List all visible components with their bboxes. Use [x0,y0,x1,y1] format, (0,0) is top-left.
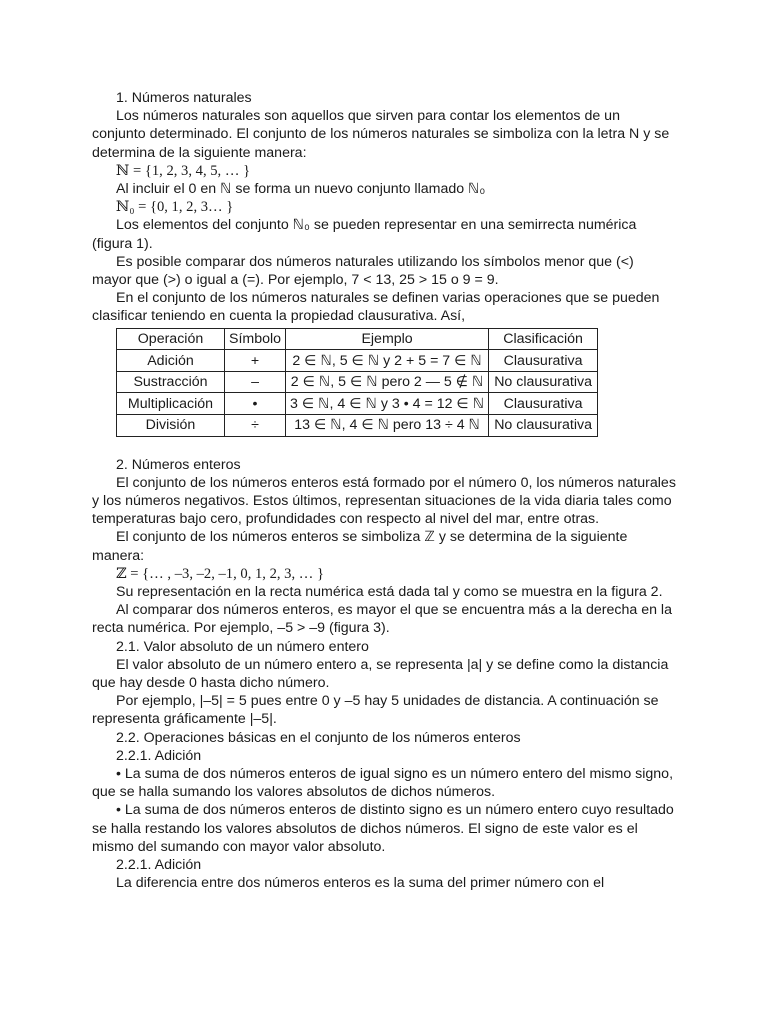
table-header-cell: Ejemplo [286,328,489,350]
table-cell: + [225,350,286,372]
table-cell: ÷ [225,415,286,437]
set-definition-n0: ℕ₀ = {0, 1, 2, 3… } [116,199,234,216]
table-cell: 2 ∈ ℕ, 5 ∈ ℕ y 2 + 5 = 7 ∈ ℕ [286,350,489,372]
bullet-item: • La suma de dos números enteros de igual signo es un número entero del mismo signo, que se halla sumando los valores absolutos de dichos números. [92,766,674,801]
table-cell: – [225,371,286,393]
paragraph: Su representación en la recta numérica está dada tal y como se muestra en la figura 2. [116,584,663,601]
table-header-row [117,328,598,350]
table-cell: División [117,415,225,437]
paragraph: Al incluir el 0 en ℕ se forma un nuevo conjunto llamado ℕ₀ [116,181,486,198]
paragraph: Al comparar dos números enteros, es mayor el que se encuentra más a la derecha en la recta numérica. Por ejemplo, –5 > –9 (figura 3). [92,602,672,637]
table-cell: No clausurativa [489,371,598,393]
paragraph: Los elementos del conjunto ℕ₀ se pueden representar en una semirrecta numérica (figura 1). [92,217,637,252]
paragraph: El conjunto de los números enteros está formado por el número 0, los números naturales y los números negativos. Estos últimos, representan situaciones de la vida diaria tales como temperaturas bajo cero, profundidades con respecto al nivel del mar, entre otras. [92,474,676,528]
table-cell: Clausurativa [489,350,598,372]
paragraph: Es posible comparar dos números naturales utilizando los símbolos menor que (<) mayor que (>) o igual a (=). Por ejemplo, 7 < 13, 25 > 15 o 9 = 9. [92,253,634,289]
subsection-heading: 2.2.1. Adición [116,747,202,764]
bullet-item: • La suma de dos números enteros de distinto signo es un número entero cuyo resultado se halla restando los valores absolutos de dichos números. El signo de este valor es el mismo del sumando con mayor valor absoluto. [92,802,674,855]
table-row [117,415,598,437]
paragraph: El valor absoluto de un número entero a, se representa |a| y se define como la distancia que hay desde 0 hasta dicho número. [92,656,669,692]
section-heading-naturales: 1. Números naturales [116,90,252,106]
paragraph: La diferencia entre dos números enteros es la suma del primer número con el [116,875,605,892]
subsection-heading: 2.1. Valor absoluto de un número entero [116,638,369,655]
paragraph: Por ejemplo, |–5| = 5 pues entre 0 y –5 hay 5 unidades de distancia. A continuación se representa gráficamente |–5|. [92,693,659,728]
subsection-heading: 2.2. Operaciones básicas en el conjunto de los números enteros [116,729,521,746]
table-header-cell: Clasificación [489,328,598,350]
table-cell: 3 ∈ ℕ, 4 ∈ ℕ y 3 • 4 = 12 ∈ ℕ [286,393,489,415]
table-cell: Adición [117,350,225,372]
table-cell: 13 ∈ ℕ, 4 ∈ ℕ pero 13 ÷ 4 ℕ [286,415,489,437]
paragraph: El conjunto de los números enteros se simboliza ℤ y se determina de la siguiente manera: [92,529,628,564]
table-cell: Multiplicación [117,393,225,415]
section-heading-enteros: 2. Números enteros [116,456,241,473]
paragraph: Los números naturales son aquellos que sirven para contar los elementos de un conjunto determinado. El conjunto de los números naturales se simboliza con la letra N y se determina de la siguiente manera: [92,108,670,161]
table-cell: No clausurativa [489,415,598,437]
table-cell: Sustracción [117,371,225,393]
table-row [117,393,598,415]
table-cell: 2 ∈ ℕ, 5 ∈ ℕ pero 2 — 5 ∉ ℕ [286,371,489,393]
table-row [117,350,598,372]
document-body [92,89,676,892]
set-definition-n: ℕ = {1, 2, 3, 4, 5, … } [116,162,251,179]
spacer [92,437,676,456]
subsection-heading: 2.2.1. Adición [116,857,202,874]
table-header-cell: Operación [117,328,225,350]
table-header-cell: Símbolo [225,328,286,350]
paragraph: En el conjunto de los números naturales se definen varias operaciones que se pueden clasificar teniendo en cuenta la propiedad clausurativa. Así, [92,290,660,325]
operations-table [116,328,598,437]
table-cell: • [225,393,286,415]
table-row [117,371,598,393]
table-cell: Clausurativa [489,393,598,415]
set-definition-z: ℤ = {… , –3, –2, –1, 0, 1, 2, 3, … } [116,565,325,582]
